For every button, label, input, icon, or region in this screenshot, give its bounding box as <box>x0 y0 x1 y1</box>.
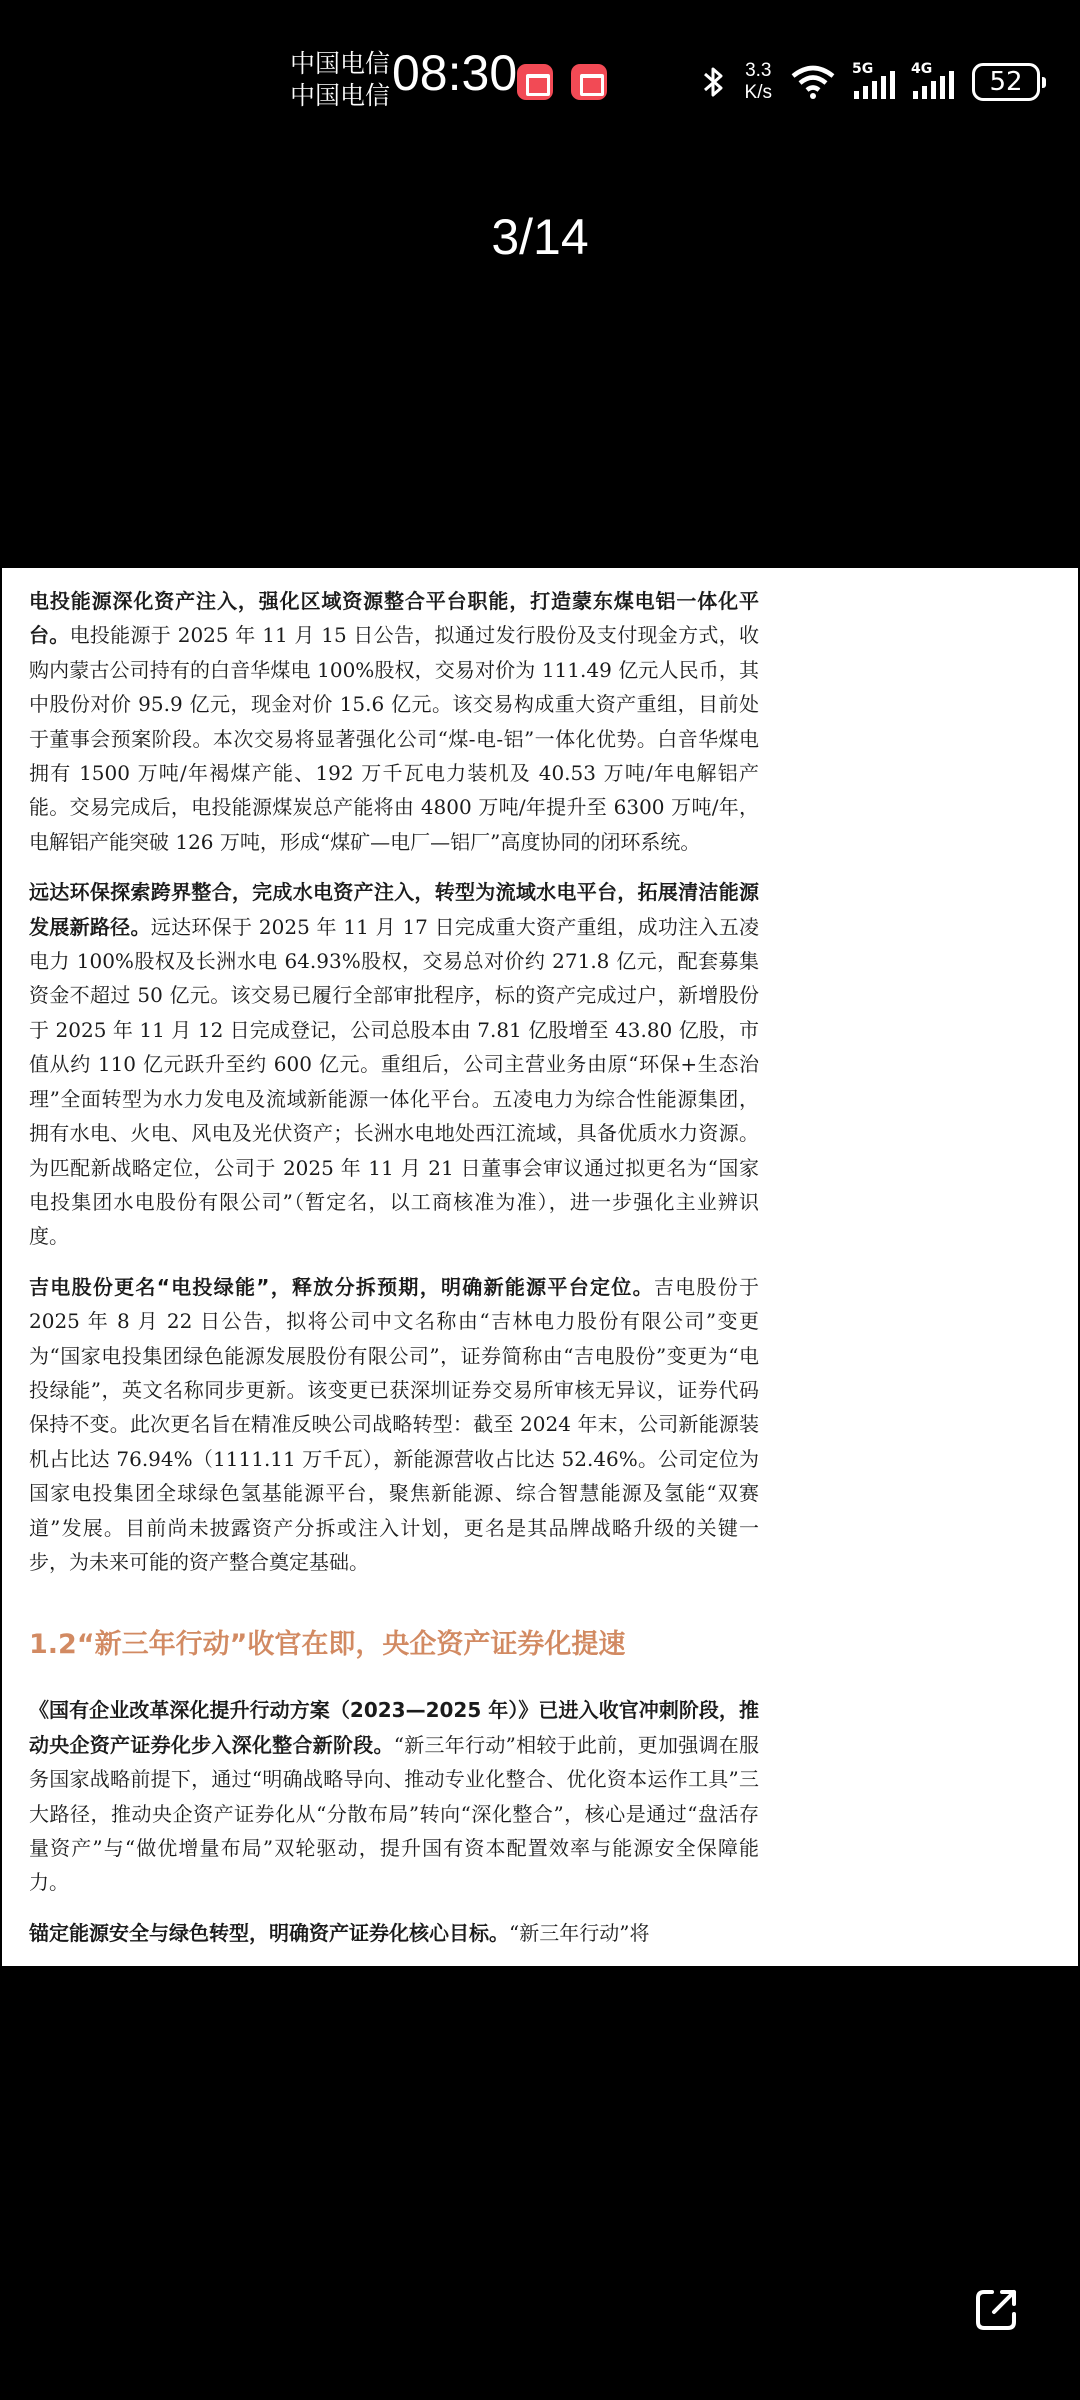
carrier-2: 中国电信 <box>290 81 391 110</box>
paragraph-body: 远达环保于 2025 年 11 月 17 日完成重大资产重组，成功注入五凌电力 100%股权及长洲水电 64.93%股权，交易总对价约 271.8 亿元，配套募集资金不超过 50 亿元。该交易已履行全部审批程序，标的资产完成过户，新增股份于 2025 年 11 月 12 日完成登记，公司总股本由 7.81 亿股增至 43.80 亿股，市值从约 110 亿元跃升至约 600 亿元。重组后，公司主营业务由原“环保+生态治理”全面转型为水力发电及流域新能源一体化平台。五凌电力为综合性能源集团，拥有水电、火电、风电及光伏资产；长洲水电地处西江流域，具备优质水力资源。为匹配新战略定位，公司于 2025 年 11 月 21 日董事会审议通过拟更名为“国家电投集团水电股份有限公司”（暂定名，以工商核准为准），进一步强化主业辨识度。 <box>29 914 759 1249</box>
paragraph-lead: 远达环保探索跨界整合，完成水电资产注入，转型为流域水电平台，拓展清洁能源发展新路径。 <box>29 880 759 939</box>
status-bar <box>0 0 1080 160</box>
section-heading: 1.2“新三年行动”收官在即，央企资产证券化提速 <box>29 1629 626 1661</box>
paragraph-lead: 吉电股份更名“电投绿能”，释放分拆预期，明确新能源平台定位。 <box>29 1274 654 1299</box>
app-notification-icon <box>517 64 553 100</box>
wifi-icon <box>790 64 836 100</box>
page-indicator: 3/14 <box>491 209 589 265</box>
paragraph <box>29 875 759 1253</box>
paragraph-body: “新三年行动”将 <box>509 1920 650 1945</box>
paragraph <box>29 1270 759 1580</box>
app-notification-icon <box>571 64 607 100</box>
document-content <box>29 584 759 1966</box>
carrier-1: 中国电信 <box>290 49 391 78</box>
paragraph-lead: 《国有企业改革深化提升行动方案（2023—2025 年）》已进入收官冲刺阶段，推动央企资产证券化步入深化整合新阶段。 <box>29 1698 759 1757</box>
paragraph-lead: 锚定能源安全与绿色转型，明确资产证券化核心目标。 <box>29 1920 509 1945</box>
network-speed: 3.3 K/s <box>744 60 772 103</box>
paragraph-body: “新三年行动”相较于此前，更加强调在服务国家战略前提下，通过“明确战略导向、推动专业化整合、优化资本运作工具”三大路径，推动央企资产证券化从“分散布局”转向“深化整合”，核心是通过“盘活存量资产”与“做优增量布局”双轮驱动，提升国有资本配置效率与能源安全保障能力。 <box>29 1732 760 1895</box>
paragraph-lead: 电投能源深化资产注入，强化区域资源整合平台职能，打造蒙东煤电铝一体化平台。 <box>29 589 759 648</box>
paragraph <box>29 584 759 859</box>
signal-strength-5g-icon: 5G <box>854 65 895 99</box>
battery-icon <box>972 63 1040 101</box>
share-icon[interactable] <box>972 2286 1020 2334</box>
battery-level: 52 <box>989 67 1023 97</box>
signal-strength-4g-icon: 4G <box>913 65 954 99</box>
carrier-labels <box>290 48 390 112</box>
clock: 08:30 <box>392 45 518 101</box>
bluetooth-icon <box>701 64 727 100</box>
paragraph <box>29 1916 759 1950</box>
status-icons <box>701 58 1040 106</box>
document-page[interactable] <box>2 568 1078 1966</box>
paragraph-body: 电投能源于 2025 年 11 月 15 日公告，拟通过发行股份及支付现金方式，收购内蒙古公司持有的白音华煤电 100%股权，交易对价为 111.49 亿元人民币，其中股份对价 95.9 亿元，现金对价 15.6 亿元。该交易构成重大资产重组，目前处于董事会预案阶段。本次交易将显著强化公司“煤-电-铝”一体化优势。白音华煤电拥有 1500 万吨/年褐煤产能、192 万千瓦电力装机及 40.53 万吨/年电解铝产能。交易完成后，电投能源煤炭总产能将由 4800 万吨/年提升至 6300 万吨/年，电解铝产能突破 126 万吨，形成“煤矿—电厂—铝厂”高度协同的闭环系统。 <box>29 623 759 854</box>
paragraph-body: 吉电股份于 2025 年 8 月 22 日公告，拟将公司中文名称由“吉林电力股份有限公司”变更为“国家电投集团绿色能源发展股份有限公司”，证券简称由“吉电股份”变更为“电投绿能”，英文名称同步更新。该变更已获深圳证券交易所审核无异议，证券代码保持不变。此次更名旨在精准反映公司战略转型：截至 2024 年末，公司新能源装机占比达 76.94%（1111.11 万千瓦），新能源营收占比达 52.46%。公司定位为国家电投集团全球绿色氢基能源平台，聚焦新能源、综合智慧能源及氢能“双赛道”发展。目前尚未披露资产分拆或注入计划，更名是其品牌战略升级的关键一步，为未来可能的资产整合奠定基础。 <box>29 1274 760 1574</box>
paragraph <box>29 1693 759 1899</box>
